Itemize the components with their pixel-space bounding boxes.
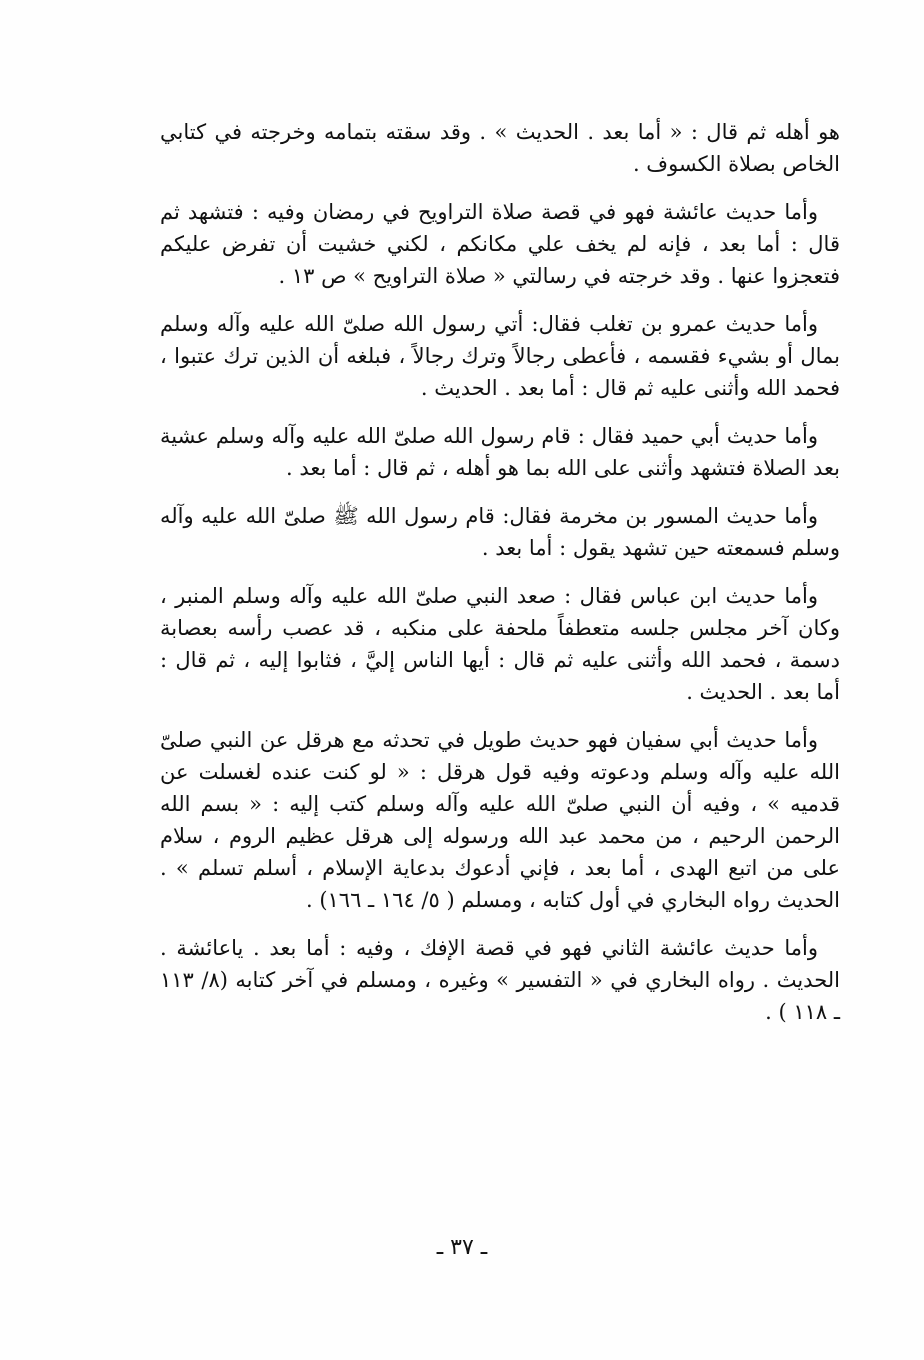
paragraph-2: وأما حديث عائشة فهو في قصة صلاة التراويح في رمضان وفيه : فتشهد ثم قال : أما بعد ، فإنه لم يخف علي مكانكم ، لكني خشيت أن تفرض عليكم فتعجزوا عنها . وقد خرجته في رسالتي « صلاة التراويح » ص ١٣ . [160, 200, 840, 288]
page-body-text [160, 116, 840, 1044]
paragraph-3: وأما حديث عمرو بن تغلب فقال: أتي رسول الله صلىّ الله عليه وآله وسلم بمال أو بشيء فقسمه ، فأعطى رجالاً وترك رجالاً ، فبلغه أن الذين ترك عتبوا ، فحمد الله وأثنى عليه ثم قال : أما بعد . الحديث . [160, 312, 840, 400]
paragraph-4: وأما حديث أبي حميد فقال : قام رسول الله صلىّ الله عليه وآله وسلم عشية بعد الصلاة فتشهد وأثنى على الله بما هو أهله ، ثم قال : أما بعد . [160, 424, 840, 480]
paragraph-7: وأما حديث أبي سفيان فهو حديث طويل في تحدثه مع هرقل عن النبي صلىّ الله عليه وآله وسلم ودعوته وفيه قول هرقل : « لو كنت عنده لغسلت عن قدميه » ، وفيه أن النبي صلىّ الله عليه وآله وسلم كتب إليه : « بسم الله الرحمن الرحيم ، من محمد عبد الله ورسوله إلى هرقل عظيم الروم ، سلام على من اتبع الهدى ، أما بعد ، فإني أدعوك بدعاية الإسلام ، أسلم تسلم » . الحديث رواه البخاري في أول كتابه ، ومسلم ( ٥/ ١٦٤ ـ ١٦٦) . [160, 728, 840, 912]
paragraph-5: وأما حديث المسور بن مخرمة فقال: قام رسول الله ﷺ صلىّ الله عليه وآله وسلم فسمعته حين تشهد يقول : أما بعد . [160, 504, 840, 560]
page-number: ـ ٣٧ ـ [436, 1235, 488, 1260]
paragraph-1: هو أهله ثم قال : « أما بعد . الحديث » . وقد سقته بتمامه وخرجته في كتابي الخاص بصلاة الكسوف . [160, 120, 840, 176]
paragraph-6: وأما حديث ابن عباس فقال : صعد النبي صلىّ الله عليه وآله وسلم المنبر ، وكان آخر مجلس جلسه متعطفاً ملحفة على منكبه ، قد عصب رأسه بعصابة دسمة ، فحمد الله وأثنى عليه ثم قال : أيها الناس إليَّ ، فثابوا إليه ، ثم قال : أما بعد . الحديث . [160, 584, 840, 704]
paragraph-8: وأما حديث عائشة الثاني فهو في قصة الإفك ، وفيه : أما بعد . ياعائشة . الحديث . رواه البخاري في « التفسير » وغيره ، ومسلم في آخر كتابه (٨/ ١١٣ ـ ١١٨ ) . [160, 936, 840, 1024]
